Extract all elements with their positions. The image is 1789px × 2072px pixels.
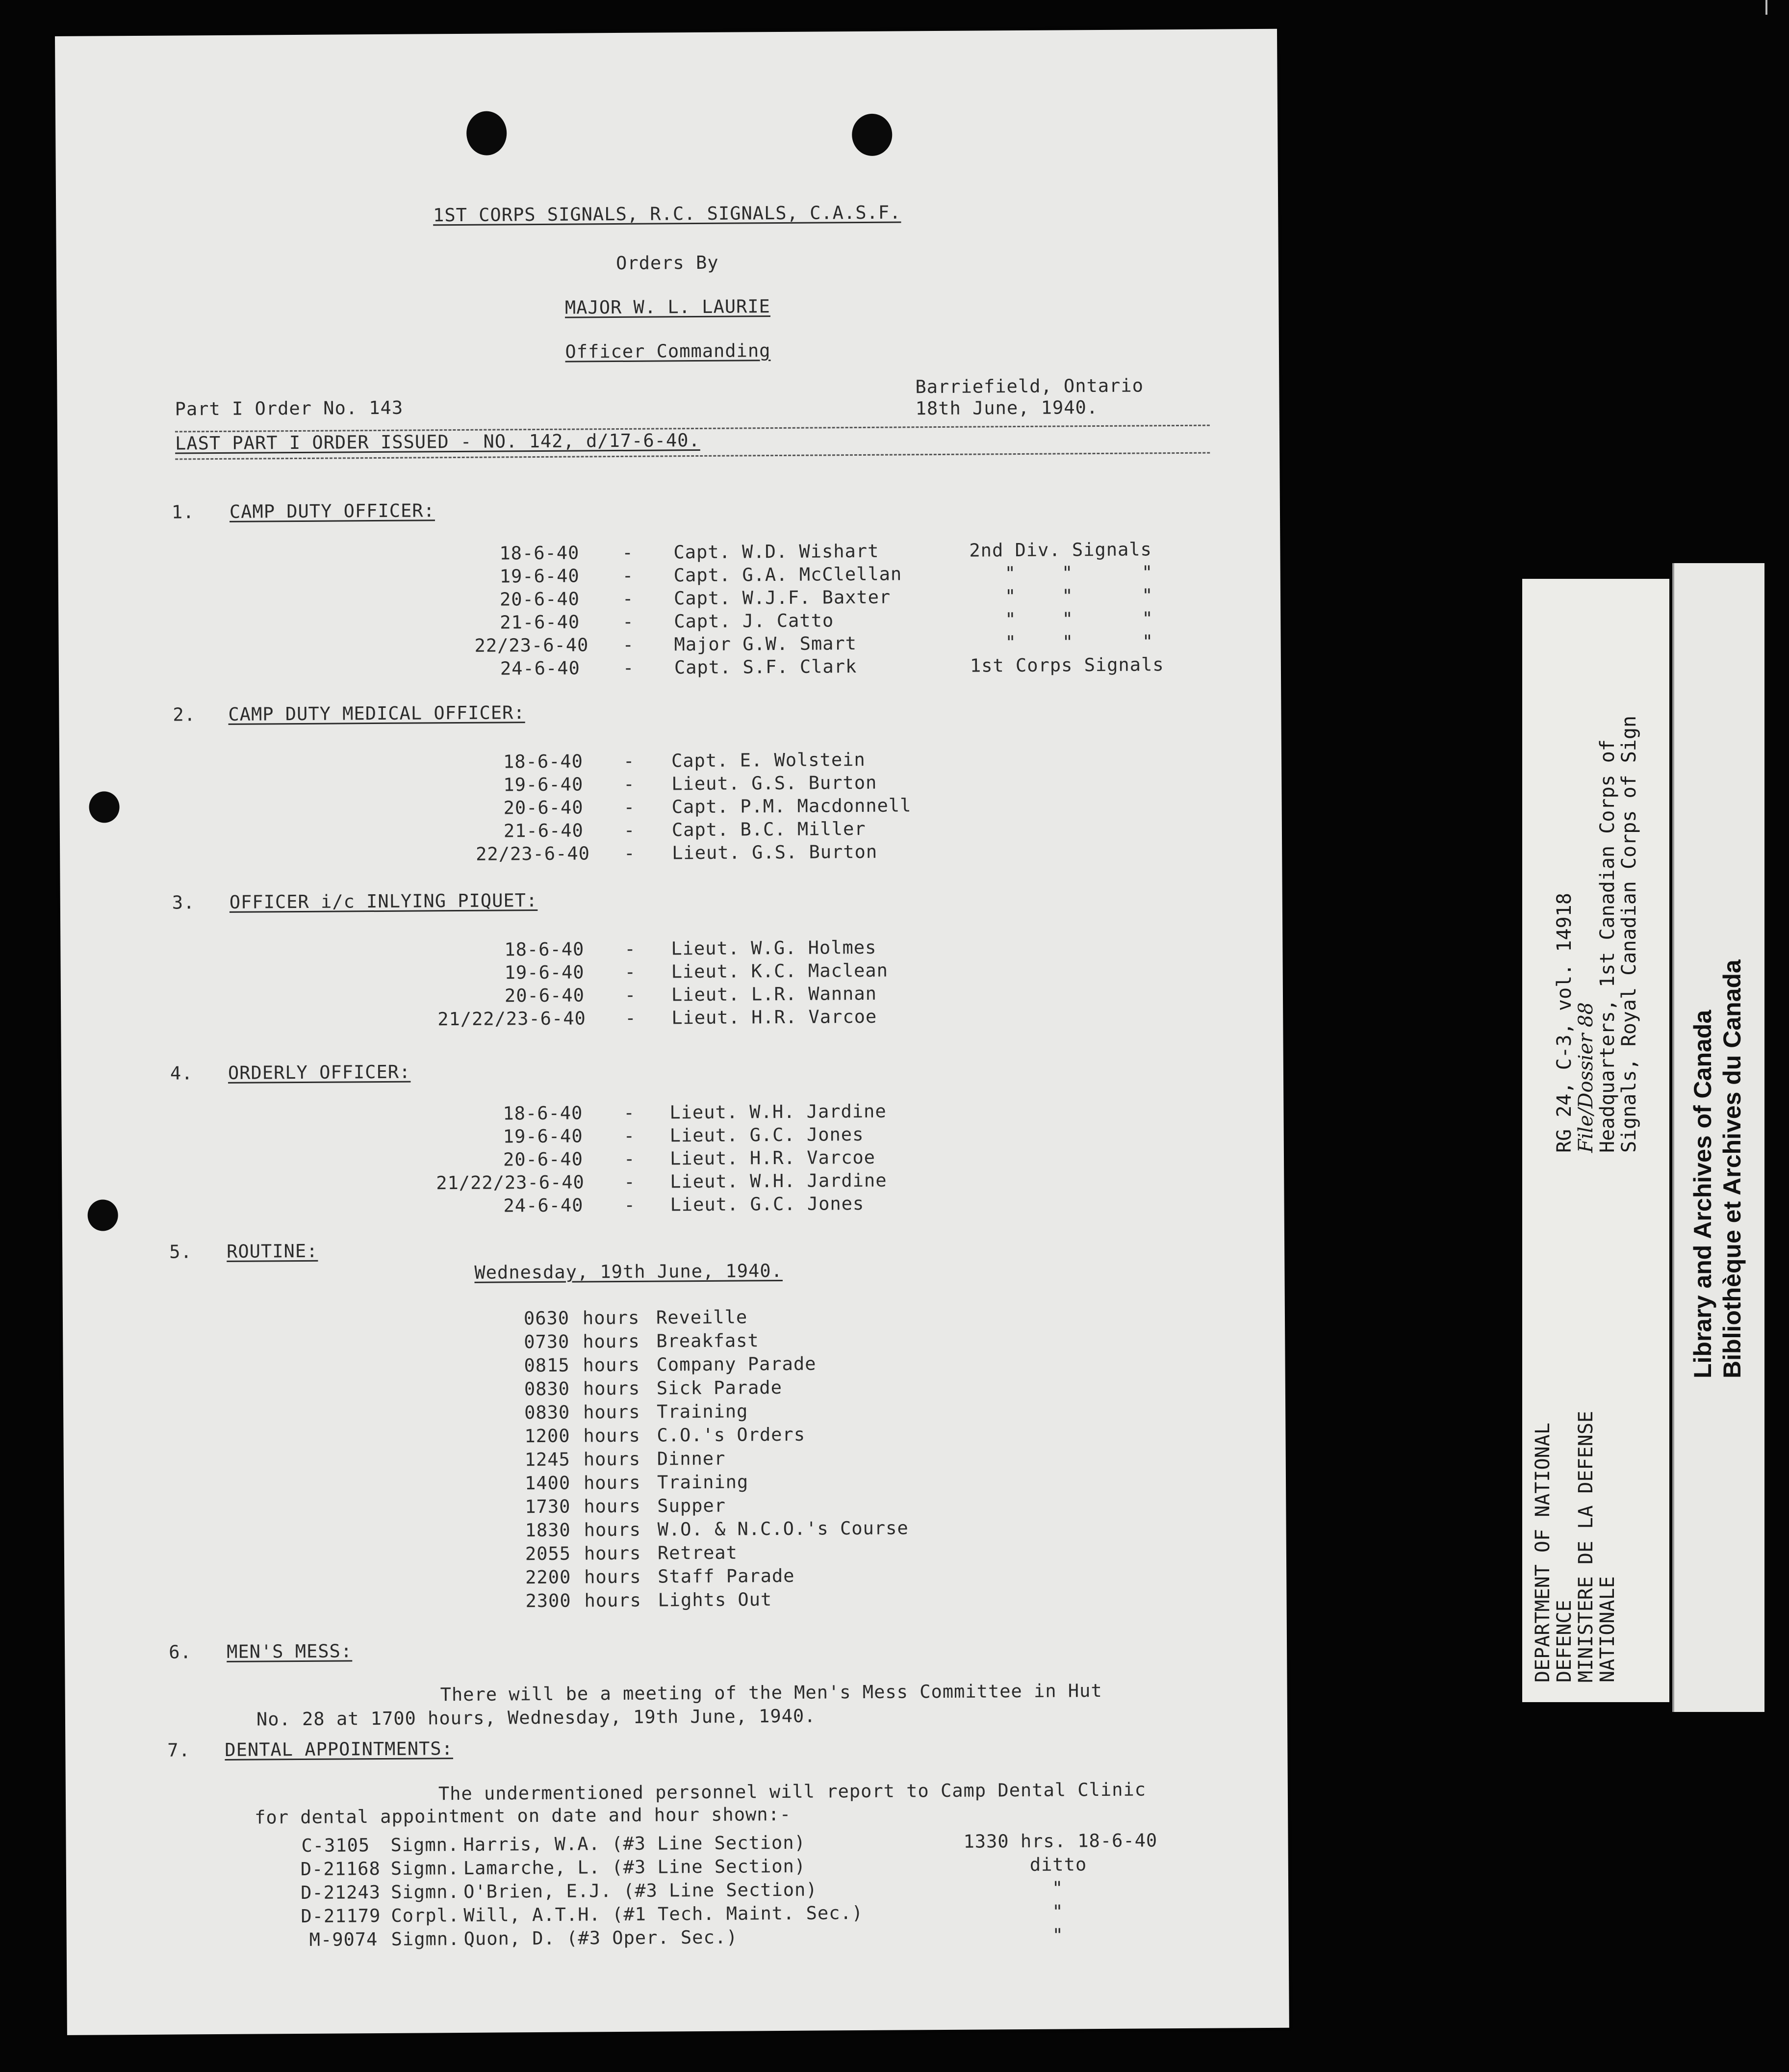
duty-officer: Lieut. H.R. Varcoe (671, 1006, 877, 1029)
duty-dash: - (624, 1171, 636, 1192)
duty-dash: - (623, 796, 636, 818)
routine-hours: hours (583, 1330, 640, 1352)
soldier-name: O'Brien, E.J. (#3 Line Section) (463, 1879, 818, 1902)
routine-time: 2300 (525, 1590, 571, 1612)
routine-time: 0815 (524, 1354, 570, 1376)
rank: Sigmn. (390, 1834, 460, 1856)
order-number: Part I Order No. 143 (175, 397, 404, 420)
duty-officer: Lieut. G.C. Jones (669, 1123, 864, 1146)
appointment: " (1052, 1901, 1064, 1922)
document-page (55, 29, 1289, 2035)
section-number: 6. (168, 1641, 192, 1663)
punch-hole-left-lower (87, 1199, 118, 1231)
routine-hours: hours (583, 1377, 640, 1399)
duty-date: 24-6-40 (500, 657, 580, 679)
header-rule-bottom (175, 452, 1210, 460)
duty-unit: 2nd Div. Signals (969, 539, 1152, 561)
duty-dash: - (624, 961, 637, 983)
label-dept-line: DEPARTMENT OF NATIONAL (1532, 1423, 1554, 1683)
duty-officer: Lieut. W.G. Holmes (671, 936, 877, 959)
duty-officer: Major G.W. Smart (674, 633, 857, 655)
commander-name: MAJOR W. L. LAURIE (564, 296, 771, 318)
duty-officer: Capt. S.F. Clark (674, 656, 857, 678)
duty-unit: 1st Corps Signals (970, 654, 1164, 676)
duty-date: 21-6-40 (500, 611, 580, 633)
duty-dash: - (622, 565, 634, 586)
duty-officer: Lieut. W.H. Jardine (670, 1169, 887, 1192)
routine-time: 1730 (525, 1496, 571, 1518)
routine-event: C.O.'s Orders (657, 1424, 806, 1446)
label-file-number: File/Dossier 88 (1575, 1002, 1597, 1153)
section-number: 2. (173, 704, 196, 725)
section-title: OFFICER i/c INLYING PIQUET: (229, 890, 538, 913)
issue-date: 18th June, 1940. (915, 397, 1099, 419)
routine-event: Retreat (657, 1542, 738, 1564)
service-number: D-21179 (301, 1905, 381, 1927)
routine-event: W.O. & N.C.O.'s Course (657, 1517, 909, 1540)
duty-date: 18-6-40 (499, 542, 580, 564)
duty-officer: Lieut. H.R. Varcoe (669, 1146, 876, 1169)
service-number: M-9074 (309, 1929, 378, 1950)
routine-time: 2055 (525, 1543, 571, 1565)
duty-officer: Capt. P.M. Macdonnell (671, 795, 912, 818)
routine-event: Training (657, 1400, 748, 1423)
label-dept-line: NATIONALE (1596, 1576, 1619, 1683)
mess-notice-line: There will be a meeting of the Men's Mess Committee in Hut (440, 1680, 1102, 1706)
punch-hole-top-right (852, 114, 893, 156)
label-reference-line: Signals, Royal Canadian Corps of Sign (1618, 715, 1640, 1153)
section-number: 7. (167, 1739, 191, 1761)
duty-officer: Lieut. L.R. Wannan (671, 983, 877, 1006)
duty-unit: " " " (1004, 585, 1153, 607)
duty-officer: Capt. E. Wolstein (671, 749, 866, 772)
duty-officer: Capt. J. Catto (674, 610, 834, 632)
label-reference-line: Headquarters, 1st Canadian Corps of (1596, 739, 1619, 1153)
routine-event: Dinner (657, 1448, 726, 1470)
routine-time: 2200 (525, 1566, 571, 1588)
duty-date: 19-6-40 (503, 1125, 583, 1147)
duty-officer: Capt. W.D. Wishart (673, 540, 879, 563)
duty-officer: Capt. B.C. Miller (671, 818, 866, 841)
duty-officer: Capt. W.J.F. Baxter (673, 586, 891, 609)
appointment: " (1052, 1924, 1064, 1946)
label-dept-line: DEFENCE (1553, 1600, 1576, 1683)
section-title: CAMP DUTY OFFICER: (229, 500, 435, 522)
duty-dash: - (623, 1125, 636, 1146)
duty-dash: - (623, 773, 635, 795)
duty-dash: - (622, 542, 634, 563)
duty-dash: - (622, 657, 635, 678)
duty-date: 19-6-40 (499, 565, 580, 587)
section-number: 3. (172, 892, 195, 913)
section-title: MEN'S MESS: (226, 1640, 353, 1662)
commander-title: Officer Commanding (565, 340, 771, 363)
duty-dash: - (622, 634, 635, 655)
dental-notice-line: for dental appointment on date and hour shown:- (255, 1803, 792, 1828)
routine-hours: hours (584, 1519, 641, 1541)
section-title: ROUTINE: (227, 1240, 318, 1262)
duty-date: 20-6-40 (503, 797, 584, 819)
appointment: " (1051, 1877, 1064, 1899)
routine-event: Breakfast (656, 1330, 759, 1352)
duty-dash: - (622, 588, 634, 609)
last-order-line: LAST PART I ORDER ISSUED - NO. 142, d/17-6-40. (175, 429, 700, 454)
rank: Sigmn. (390, 1858, 460, 1879)
routine-hours: hours (583, 1472, 641, 1494)
duty-dash: - (622, 611, 634, 632)
routine-event: Staff Parade (658, 1565, 795, 1587)
duty-dash: - (624, 938, 636, 959)
duty-dash: - (623, 750, 635, 772)
duty-date: 18-6-40 (503, 751, 584, 773)
rank: Corpl. (391, 1905, 460, 1926)
dental-notice-line: The undermentioned personnel will report to Camp Dental Clinic (438, 1779, 1147, 1805)
routine-event: Sick Parade (656, 1376, 783, 1399)
duty-date: 20-6-40 (499, 588, 580, 610)
duty-date: 24-6-40 (503, 1194, 584, 1217)
scan-edge-mark (1765, 0, 1767, 15)
duty-officer: Capt. G.A. McClellan (673, 563, 902, 586)
duty-unit: " " " (1004, 562, 1153, 584)
duty-officer: Lieut. K.C. Maclean (671, 959, 889, 983)
service-number: C-3105 (301, 1835, 370, 1856)
duty-unit: " " " (1005, 631, 1154, 653)
punch-hole-left-upper (89, 791, 119, 823)
duty-dash: - (623, 819, 636, 841)
duty-date: 20-6-40 (503, 1148, 584, 1170)
section-number: 1. (171, 501, 195, 523)
routine-time: 1245 (524, 1449, 570, 1471)
lac-english: Library and Archives of Canada (1689, 1010, 1716, 1378)
routine-event: Company Parade (656, 1353, 817, 1375)
duty-officer: Lieut. W.H. Jardine (669, 1100, 887, 1123)
section-title: ORDERLY OFFICER: (228, 1061, 411, 1084)
duty-date: 22/23-6-40 (476, 843, 590, 865)
duty-date: 18-6-40 (503, 1102, 583, 1124)
routine-time: 1400 (524, 1472, 571, 1494)
routine-hours: hours (584, 1495, 641, 1517)
routine-event: Lights Out (658, 1589, 772, 1611)
duty-officer: Lieut. G.S. Burton (672, 841, 878, 864)
routine-time: 1200 (524, 1425, 570, 1447)
routine-hours: hours (584, 1566, 641, 1588)
service-number: D-21168 (300, 1858, 381, 1880)
duty-unit: " " " (1005, 608, 1154, 630)
orders-by: Orders By (615, 252, 719, 274)
punch-hole-top-left (466, 111, 507, 155)
duty-date: 22/23-6-40 (474, 634, 589, 656)
routine-time: 0830 (524, 1401, 570, 1424)
soldier-name: Harris, W.A. (#3 Line Section) (463, 1832, 806, 1855)
archive-reference-label (1522, 579, 1669, 1702)
routine-time: 0830 (524, 1378, 570, 1400)
routine-event: Reveille (656, 1306, 748, 1328)
soldier-name: Quon, D. (#3 Oper. Sec.) (463, 1926, 738, 1949)
issue-place: Barriefield, Ontario (915, 375, 1144, 398)
section-number: 5. (169, 1241, 192, 1263)
routine-day: Wednesday, 19th June, 1940. (474, 1260, 783, 1283)
duty-dash: - (625, 1007, 637, 1029)
label-reference-line: RG 24, C-3, vol. 14918 (1553, 893, 1576, 1153)
soldier-name: Will, A.T.H. (#1 Tech. Maint. Sec.) (463, 1902, 864, 1926)
unit-heading: 1ST CORPS SIGNALS, R.C. SIGNALS, C.A.S.F. (433, 202, 901, 226)
rank: Sigmn. (391, 1928, 460, 1950)
section-title: DENTAL APPOINTMENTS: (225, 1738, 454, 1761)
routine-hours: hours (583, 1401, 640, 1423)
routine-time: 0630 (523, 1307, 570, 1329)
appointment: ditto (1029, 1854, 1087, 1875)
appointment: 1330 hrs. 18-6-40 (963, 1830, 1158, 1852)
routine-hours: hours (584, 1589, 642, 1611)
routine-time: 1830 (525, 1519, 571, 1541)
routine-hours: hours (582, 1307, 640, 1329)
duty-date: 18-6-40 (504, 938, 585, 960)
mess-notice-line: No. 28 at 1700 hours, Wednesday, 19th June, 1940. (256, 1705, 816, 1730)
routine-time: 0730 (524, 1331, 570, 1353)
duty-date: 19-6-40 (504, 961, 585, 984)
routine-hours: hours (583, 1354, 640, 1376)
routine-hours: hours (583, 1424, 640, 1447)
routine-hours: hours (583, 1448, 641, 1470)
duty-date: 20-6-40 (504, 984, 585, 1007)
routine-event: Training (657, 1471, 749, 1493)
library-archives-label (1672, 563, 1764, 1712)
routine-event: Supper (657, 1495, 726, 1517)
duty-dash: - (623, 1102, 635, 1123)
duty-date: 21/22/23-6-40 (436, 1171, 585, 1194)
rank: Sigmn. (390, 1881, 460, 1903)
duty-date: 19-6-40 (503, 774, 584, 796)
duty-date: 21/22/23-6-40 (437, 1008, 586, 1030)
duty-date: 21-6-40 (503, 820, 584, 842)
service-number: D-21243 (300, 1882, 381, 1904)
routine-hours: hours (584, 1542, 641, 1564)
section-number: 4. (170, 1062, 193, 1084)
lac-french: Bibliothèque et Archives du Canada (1718, 959, 1746, 1378)
section-title: CAMP DUTY MEDICAL OFFICER: (228, 702, 525, 725)
duty-officer: Lieut. G.S. Burton (671, 772, 877, 795)
duty-dash: - (624, 1194, 636, 1216)
label-dept-line: MINISTERE DE LA DEFENSE (1575, 1411, 1597, 1683)
soldier-name: Lamarche, L. (#3 Line Section) (463, 1855, 806, 1879)
duty-officer: Lieut. G.C. Jones (670, 1192, 865, 1216)
duty-dash: - (623, 1148, 636, 1169)
duty-dash: - (624, 842, 636, 864)
duty-dash: - (624, 984, 637, 1006)
